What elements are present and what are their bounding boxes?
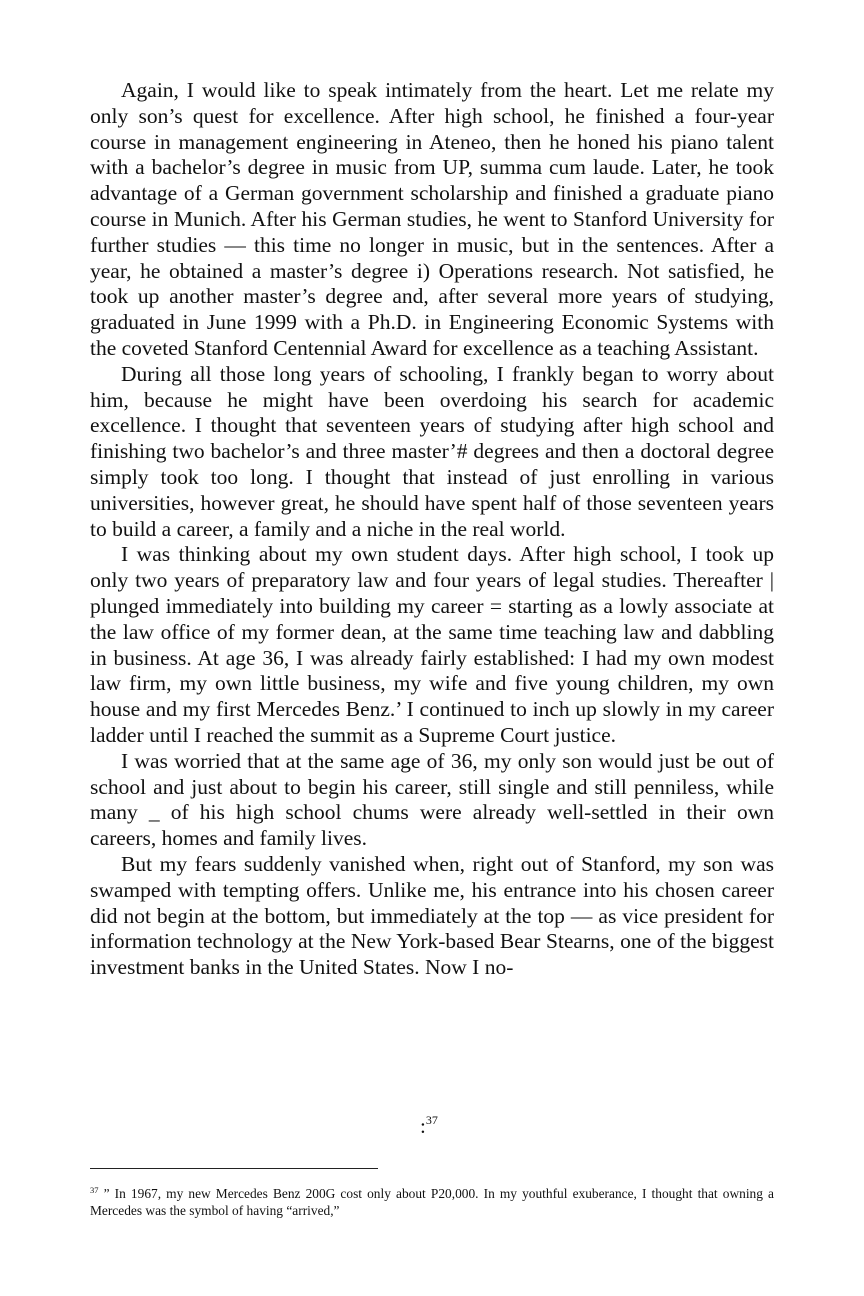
- marker-number: 37: [425, 1113, 438, 1127]
- paragraph-3: I was thinking about my own student days. After high school, I took up only two years of preparatory law and four years of legal studies. Thereafter | plunged immediately into building my career = starting as a lowly associate at the law office of my former dean, at the same time teaching law and dabbling in business. At age 36, I was already fairly established: I had my own modest law firm, my own little business, my wife and five young children, my own house and my first Mercedes Benz.’ I continued to inch up slowly in my career ladder until I reached the summit as a Supreme Court justice.: [90, 542, 774, 747]
- footnote-reference-marker: [420, 1108, 438, 1138]
- footnote-divider: [90, 1168, 378, 1169]
- marker-prefix: :: [420, 1114, 426, 1138]
- main-text: [90, 78, 774, 981]
- paragraph-2: During all those long years of schooling, I frankly began to worry about him, because he might have been overdoing his search for academic excellence. I thought that seventeen years of studying after high school and finishing two bachelor’s and three master’# degrees and then a doctoral degree simply took too long. I thought that instead of just enrolling in various universities, however great, he should have spent half of those seventeen years to build a career, a family and a niche in the real world.: [90, 361, 774, 541]
- footnote: [90, 1182, 774, 1219]
- footnote-number: 37: [90, 1185, 99, 1195]
- paragraph-1: Again, I would like to speak intimately from the heart. Let me relate my only son’s quest for excellence. After high school, he finished a four-year course in management engineering in Ateneo, then he honed his piano talent with a bachelor’s degree in music from UP, summa cum laude. Later, he took advantage of a German government scholarship and finished a graduate piano course in Munich. After his German studies, he went to Stanford University for further studies — this time no longer in music, but in the sentences. After a year, he obtained a master’s degree i) Operations research. Not satisfied, he took up another master’s degree and, after several more years of studying, graduated in June 1999 with a Ph.D. in Engineering Economic Systems with the coveted Stanford Centennial Award for excellence as a teaching Assistant.: [90, 78, 774, 360]
- footnote-text: ” In 1967, my new Mercedes Benz 200G cost only about P20,000. In my youthful exuberance, I thought that owning a Mercedes was the symbol of having “arrived,”: [90, 1186, 774, 1218]
- paragraph-5: But my fears suddenly vanished when, right out of Stanford, my son was swamped with tempting offers. Unlike me, his entrance into his chosen career did not begin at the bottom, but immediately at the top — as vice president for information technology at the New York-based Bear Stearns, one of the biggest investment banks in the United States. Now I no-: [90, 851, 774, 980]
- paragraph-4: I was worried that at the same age of 36, my only son would just be out of school and just about to begin his career, still single and still penniless, while many _ of his high school chums were already well-settled in their own careers, homes and family lives.: [90, 748, 774, 851]
